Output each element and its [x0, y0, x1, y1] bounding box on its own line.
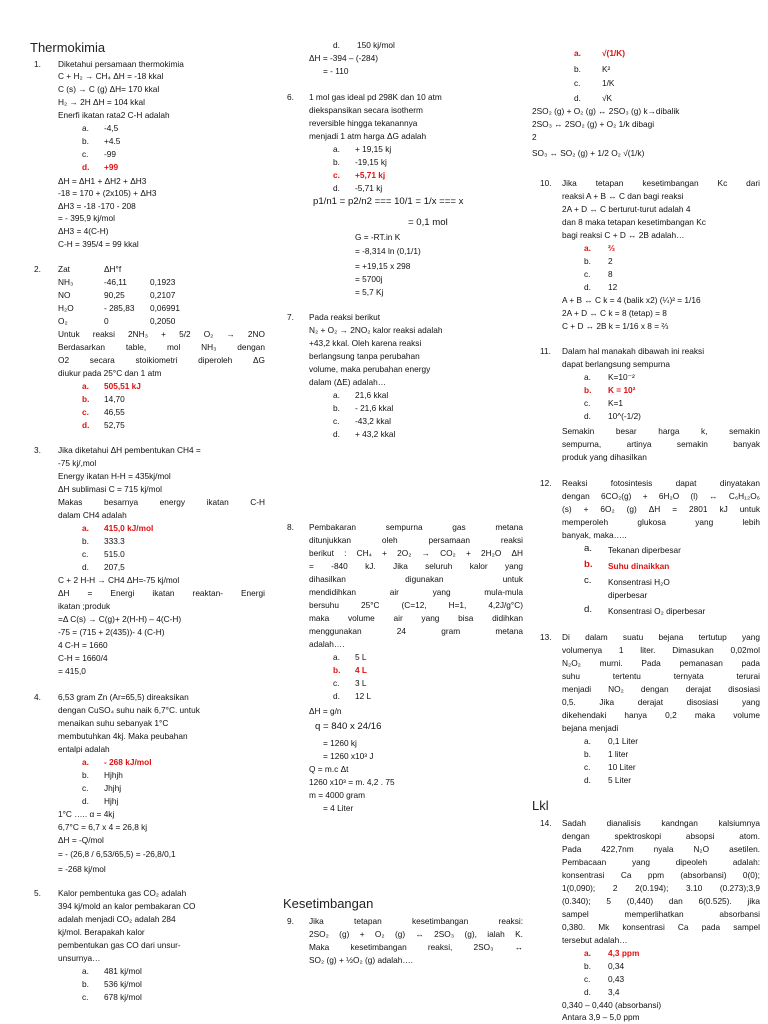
text-line: - 285,83 [104, 303, 135, 313]
text-line: 0,06991 [150, 303, 180, 313]
text-line: C + 2 H-H → CH4 ΔH=-75 kj/mol [58, 575, 180, 585]
text-line: Antara 3,9 – 5,0 ppm [562, 1012, 640, 1022]
text-line: 0,1 Liter [608, 736, 638, 746]
text-line: b. [584, 961, 591, 971]
text-line: berikut : CH₄ + 2O₂ → CO₂ + 2H₂O ΔH [309, 548, 523, 558]
text-line: 1 liter [608, 749, 629, 759]
text-line: NH₃ [58, 277, 74, 287]
text-line: d. [82, 796, 89, 806]
text-line: banyak, maka….. [562, 530, 627, 540]
text-line: dikehendaki hanya 0,2 maka volume [562, 710, 760, 720]
text-line: adalah…. [309, 639, 345, 649]
text-line: H₂O [58, 303, 74, 313]
text-line: ΔH sublimasi C = 715 kj/mol [58, 484, 162, 494]
text-line: 394 kj/mold an kalor pembakaran CO [58, 901, 196, 911]
text-line: 12 L [355, 691, 372, 701]
text-line: 505,51 kJ [104, 381, 141, 391]
text-line: Konsentrasi H₂O [608, 577, 670, 587]
text-line: 2SO₂ (g) + O₂ (g) ↔ 2SO₃ (g), ialah K. [309, 929, 523, 939]
text-line: d. [82, 562, 89, 572]
text-line: 207,5 [104, 562, 125, 572]
text-line: tersebut adalah… [562, 935, 628, 945]
text-line: d. [584, 604, 593, 615]
text-line: = - 395,9 kj/mol [58, 213, 115, 223]
text-line: b. [82, 136, 89, 146]
text-line: (0.340); 5 (0,440) dan 6(0.525). jika [562, 896, 760, 906]
text-line: Hjhjh [104, 770, 123, 780]
text-line: Energy ikatan H-H = 435kj/mol [58, 471, 171, 481]
text-line: Jika tetapan kesetimbangan Kc dari [562, 178, 760, 188]
text-line: SO₂ (g) + ½O₂ (g) adalah…. [309, 955, 413, 965]
text-line: 10 Liter [608, 762, 636, 772]
text-line: Konsentrasi O₂ diperbesar [608, 606, 706, 616]
text-line: 0,34 [608, 961, 625, 971]
text-line: 333.3 [104, 536, 125, 546]
text-line: d. [333, 429, 340, 439]
text-line: bejana menjadi [562, 723, 619, 733]
text-line: 14. [540, 818, 552, 828]
text-line: maka volume air yang bisa didihkan [309, 613, 523, 623]
text-line: 46,55 [104, 407, 125, 417]
text-line: 2 [608, 256, 613, 266]
text-line: berlangsung tanpa perubahan [309, 351, 420, 361]
text-line: 2A + D ↔ C k = 8 (tetap) = 8 [562, 308, 667, 318]
text-line: G = -RT.in K [355, 232, 401, 242]
text-line: Kalor pembentuka gas CO₂ adalah [58, 888, 187, 898]
text-line: +43,2 kkal. Oleh karena reaksi [309, 338, 422, 348]
text-line: -99 [104, 149, 116, 159]
text-line: Jika diketahui ΔH pembentukan CH4 = [58, 445, 201, 455]
text-line: Makas besarnya energy ikatan C-H [58, 497, 265, 507]
column-right [532, 0, 760, 1024]
text-line: a. [82, 523, 89, 533]
text-line: 3 L [355, 678, 367, 688]
text-line: c. [584, 269, 591, 279]
text-line: bersuhu 25°C (C=12, H=1, 4,2J/g°C) [309, 600, 523, 610]
text-line: b. [584, 385, 592, 395]
text-line: b. [82, 536, 89, 546]
text-line: c. [82, 549, 89, 559]
text-line: ditunjukkan oleh persamaan reaksi [309, 535, 523, 545]
text-line: = 5700j [355, 274, 383, 284]
text-line: 13. [540, 632, 552, 642]
text-line: Maka kesetimbangan reaksi, 2SO₃ ↔ [309, 942, 523, 952]
text-line: -75 kj/,mol [58, 458, 97, 468]
text-line: c. [584, 398, 591, 408]
text-line: (s) + 6O₂ (g) ΔH = 2801 kJ untuk [562, 504, 760, 514]
section-heading: Thermokimia [30, 40, 106, 55]
text-line: 10. [540, 178, 552, 188]
text-line: c. [584, 974, 591, 984]
text-line: d. [82, 420, 90, 430]
text-line: 3. [34, 445, 41, 455]
text-line: ΔH = -394 – (-284) [309, 53, 378, 63]
text-line: a. [584, 948, 591, 958]
text-line: C-H = 1660/4 [58, 653, 108, 663]
text-line: menaikan suhu sebanyak 1°C [58, 718, 169, 728]
text-line: kj/mol. Berapakah kalor [58, 927, 145, 937]
text-line: 5 Liter [608, 775, 632, 785]
text-line: dengan 6CO₂(g) + 6H₂O (l) ↔ C₆H₁₂O₆ [562, 491, 760, 501]
text-line: Hjhj [104, 796, 119, 806]
text-line: a. [584, 736, 591, 746]
text-line: - 268 kJ/mol [104, 757, 152, 767]
text-line: + 43,2 kkal [355, 429, 396, 439]
text-line: adalah menjadi CO₂ adalah 284 [58, 914, 176, 924]
text-line: 12 [608, 282, 618, 292]
text-line: c. [574, 78, 581, 88]
text-line: -46,11 [104, 277, 127, 287]
text-line: = - 110 [323, 66, 349, 76]
text-line: Tekanan diperbesar [608, 545, 681, 555]
text-line: b. [82, 979, 89, 989]
text-line: mendidihkan air yang mula-mula [309, 587, 523, 597]
text-line: 0,5. Jika derajat disosiasi yang [562, 697, 760, 707]
text-line: 6,7°C = 6,7 x 4 = 26,8 kj [58, 822, 148, 832]
text-line: a. [333, 144, 340, 154]
text-line: suhu tertentu ternyata terurai [562, 671, 760, 681]
text-line: dengan spektroskopi absopsi atom. [562, 831, 760, 841]
text-line: Suhu dinaikkan [608, 561, 670, 571]
text-line: konsentrasi Ca ppm (absorbansi) 0(0); [562, 870, 760, 880]
text-line: ΔH = g/n [309, 706, 342, 716]
text-line: -19,15 kj [355, 157, 387, 167]
text-line: -18 = 170 + (2x105) + ΔH3 [58, 188, 157, 198]
text-line: a. [333, 652, 340, 662]
column-left [30, 0, 265, 1024]
text-line: 2SO₂ (g) + O₂ (g) ↔ 2SO₃ (g) k→dibalik [532, 106, 680, 116]
text-line: 1/K [602, 78, 615, 88]
text-line: c. [333, 170, 340, 180]
section-heading: Lkl [532, 798, 549, 813]
text-line: A + B ↔ C k = 4 (balik x2) (¼)² = 1/16 [562, 295, 701, 305]
text-line: menjadi NO₂ dengan derajat disosiasi [562, 684, 760, 694]
text-line: c. [82, 992, 89, 1002]
text-line: Pembacaan yang dipeoleh adalah: [562, 857, 760, 867]
text-line: Enerfi ikatan rata2 C-H adalah [58, 110, 170, 120]
text-line: = - (26,8 / 6,53/65,5) = -26,8/0,1 [58, 849, 176, 859]
text-line: K = 10² [608, 385, 636, 395]
text-line: = +19,15 x 298 [355, 261, 411, 271]
text-line: 8. [287, 522, 294, 532]
text-line: 2SO₃ ↔ 2SO₂ (g) + O₂ 1/k dibagi [532, 119, 655, 129]
text-line: C + D ↔ 2B k = 1/16 x 8 = ⅔ [562, 321, 669, 331]
text-line: = 0,1 mol [408, 217, 448, 228]
text-line: 1260 x10³ = m. 4,2 . 75 [309, 777, 395, 787]
text-line: = 415,0 [58, 666, 86, 676]
text-line: 3,4 [608, 987, 620, 997]
text-line: +4.5 [104, 136, 121, 146]
text-line: c. [333, 416, 340, 426]
text-line: Sadah dianalisis kandngan kalsiumnya [562, 818, 760, 828]
text-line: C + H₂ → CH₄ ΔH = -18 kkal [58, 71, 164, 81]
text-line: sempurna, artinya semakin banyak [562, 439, 760, 449]
text-line: 1°C ….. α = 4kj [58, 809, 115, 819]
text-line: d. [584, 411, 591, 421]
text-line: ΔH = ΔH1 + ΔH2 + ΔH3 [58, 176, 147, 186]
text-line: volume, maka perubahan energy [309, 364, 431, 374]
text-line: = -268 kj/mol [58, 864, 106, 874]
text-line: Jika tetapan kesetimbangan reaksi: [309, 916, 523, 926]
text-line: b. [584, 256, 591, 266]
text-line: 415,0 kJ/mol [104, 523, 154, 533]
text-line: 1. [34, 59, 41, 69]
text-line: Semakin besar harga k, semakin [562, 426, 760, 436]
text-line: a. [82, 966, 89, 976]
text-line: 21,6 kkal [355, 390, 389, 400]
text-line: a. [82, 757, 89, 767]
text-line: 6. [287, 92, 294, 102]
text-line: b. [333, 665, 341, 675]
text-line: ⅔ [608, 243, 615, 253]
text-line: dalam (ΔE) adalah… [309, 377, 387, 387]
text-line: O2 secara stoikiometri diperoleh ΔG [58, 355, 265, 365]
text-line: = 5,7 Kj [355, 287, 384, 297]
text-line: menjadi 1 atm harga ΔG adalah [309, 131, 427, 141]
text-line: Diketahui persamaan thermokimia [58, 59, 184, 69]
text-line: 2A + D ↔ C berturut-turut adalah 4 [562, 204, 691, 214]
text-line: 7. [287, 312, 294, 322]
text-line: a. [574, 48, 581, 58]
text-line: b. [584, 559, 593, 570]
text-line: 1 mol gas ideal pd 298K dan 10 atm [309, 92, 442, 102]
text-line: a. [82, 123, 89, 133]
text-line: Pada reaksi berikut [309, 312, 381, 322]
text-line: 4 C-H = 1660 [58, 640, 108, 650]
text-line: - 21,6 kkal [355, 403, 394, 413]
text-line: -4,5 [104, 123, 119, 133]
text-line: ikatan ;produk [58, 601, 111, 611]
text-line: ΔH = Energi ikatan reaktan- Energi [58, 588, 265, 598]
text-line: b. [333, 157, 340, 167]
text-line: dapat berlangsung sempurna [562, 359, 670, 369]
text-line: Dalam hal manakah dibawah ini reaksi [562, 346, 705, 356]
text-line: 0 [104, 316, 109, 326]
text-line: = 1260 kj [323, 738, 357, 748]
text-line: Reaksi fotosintesis dapat dinyatakan [562, 478, 760, 488]
text-line: 4 L [355, 665, 367, 675]
text-line: -43,2 kkal [355, 416, 391, 426]
text-line: 2. [34, 264, 41, 274]
text-line: m = 4000 gram [309, 790, 366, 800]
text-line: reversible hingga tekanannya [309, 118, 418, 128]
text-line: Pada 422,7nm nyala N₂O asetilen. [562, 844, 760, 854]
text-line: 515.0 [104, 549, 125, 559]
text-line: ΔH = -Q/mol [58, 835, 104, 845]
text-line: d. [333, 691, 340, 701]
text-line: a. [584, 243, 591, 253]
text-line: 0,2107 [150, 290, 176, 300]
text-line: 11. [540, 346, 551, 356]
text-line: dalam CH4 adalah [58, 510, 127, 520]
text-line: d. [574, 93, 581, 103]
text-line: SO₃ ↔ SO₂ (g) + 1/2 O₂ √(1/k) [532, 148, 645, 158]
text-line: 0,380. Mk konsentrasi Ca pada sampel [562, 922, 760, 932]
text-line: = -840 kJ. Jika seluruh kalor yang [309, 561, 523, 571]
text-line: b. [584, 749, 591, 759]
text-line: 678 kj/mol [104, 992, 142, 1002]
text-line: memperoleh glukosa yang lebih [562, 517, 760, 527]
text-line: a. [584, 372, 591, 382]
section-heading: Kesetimbangan [283, 896, 374, 911]
text-line: = 1260 x10³ J [323, 751, 374, 761]
text-line: d. [333, 40, 340, 50]
text-line: 8 [608, 269, 613, 279]
text-line: ΔH3 = 4(C-H) [58, 226, 109, 236]
text-line: 6,53 gram Zn (Ar=65,5) direaksikan [58, 692, 189, 702]
text-line: c. [333, 678, 340, 688]
text-line: 4,3 ppm [608, 948, 640, 958]
text-line: N₂O₂ murni. Pada pemanasan pada [562, 658, 760, 668]
text-line: reaksi A + B ↔ C dan bagi reaksi [562, 191, 684, 201]
text-line: dengan CuSO₄ suhu naik 6,7°C. untuk [58, 705, 200, 715]
text-line: + 19,15 kj [355, 144, 392, 154]
text-line: d. [584, 775, 591, 785]
text-line: 1(0,090); 2 2(0.194); 3.10 (0.273);3,9 [562, 883, 760, 893]
text-line: Zat [58, 264, 70, 274]
text-line: Berdasarkan table, mol NH₃ dengan [58, 342, 265, 352]
text-line: +5,71 kj [355, 170, 386, 180]
text-line: 52,75 [104, 420, 125, 430]
text-line: Di dalam suatu bejana tertutup yang [562, 632, 760, 642]
text-line: 0,2050 [150, 316, 176, 326]
text-line: +99 [104, 162, 119, 172]
text-line: ΔH3 = -18 -170 - 208 [58, 201, 136, 211]
text-line: bagi reaksi C + D ↔ 2B adalah… [562, 230, 685, 240]
text-line: volumenya 1 liter. Dimasukan 0,02mol [562, 645, 760, 655]
text-line: c. [584, 762, 591, 772]
text-line: O₂ [58, 316, 68, 326]
text-line: =Δ C(s) → C(g)+ 2(H-H) – 4(C-H) [58, 614, 182, 624]
text-line: K=10⁻² [608, 372, 635, 382]
text-line: dihasilkan digunakan untuk [309, 574, 523, 584]
text-line: c. [82, 407, 89, 417]
text-line: Pembakaran sempurna gas metana [309, 522, 523, 532]
text-line: a. [82, 381, 89, 391]
text-line: d. [82, 162, 90, 172]
text-line: 5 L [355, 652, 367, 662]
text-line: 536 kj/mol [104, 979, 142, 989]
text-line: C (s) → C (g) ΔH= 170 kkal [58, 84, 160, 94]
text-line: c. [82, 149, 89, 159]
text-line: diukur pada 25°C dan 1 atm [58, 368, 162, 378]
text-line: K=1 [608, 398, 623, 408]
text-line: Untuk reaksi 2NH₃ + 5/2 O₂ → 2NO [58, 329, 265, 339]
text-line: K² [602, 64, 611, 74]
text-line: -5,71 kj [355, 183, 383, 193]
text-line: d. [333, 183, 340, 193]
text-line: 14,70 [104, 394, 125, 404]
text-line: = 4 Liter [323, 803, 354, 813]
text-line: d. [584, 987, 591, 997]
text-line: 0,340 – 0,440 (absorbansi) [562, 1000, 662, 1010]
text-line: menggunakan 24 gram metana [309, 626, 523, 636]
text-line: a. [333, 390, 340, 400]
text-line: 10^(-1/2) [608, 411, 641, 421]
text-line: = -8,314 ln (0,1/1) [355, 246, 421, 256]
text-line: entalpi adalah [58, 744, 110, 754]
column-middle [283, 0, 523, 1024]
text-line: 2 [532, 132, 537, 142]
text-line: H₂ → 2H ΔH = 104 kkal [58, 97, 145, 107]
text-line: 5. [34, 888, 41, 898]
text-line: √(1/K) [602, 48, 625, 58]
text-line: diperbesar [608, 590, 648, 600]
text-line: b. [333, 403, 340, 413]
text-line: diekspansikan secara isotherm [309, 105, 423, 115]
text-line: pembentukan gas CO dari unsur- [58, 940, 181, 950]
text-line: sampel memperlihatkan absorbansi [562, 909, 760, 919]
text-line: unsurnya… [58, 953, 101, 963]
text-line: 481 kj/mol [104, 966, 142, 976]
text-line: produk yang dihasilkan [562, 452, 647, 462]
text-line: ΔH°f [104, 264, 122, 274]
text-line: 12. [540, 478, 552, 488]
text-line: membutuhkan 4kj. Maka peubahan [58, 731, 188, 741]
text-line: b. [82, 770, 89, 780]
text-line: q = 840 x 24/16 [315, 721, 382, 732]
text-line: -75 = (715 + 2(435))- 4 (C-H) [58, 627, 165, 637]
text-line: NO [58, 290, 71, 300]
text-line: dan 8 maka tetapan kesetimbangan Kc [562, 217, 706, 227]
text-line: p1/n1 = p2/n2 === 10/1 = 1/x === x [313, 196, 464, 207]
text-line: b. [82, 394, 90, 404]
text-line: 150 kj/mol [357, 40, 395, 50]
text-line: C-H = 395/4 = 99 kkal [58, 239, 139, 249]
text-line: 4. [34, 692, 41, 702]
text-line: b. [574, 64, 581, 74]
text-line: N₂ + O₂ → 2NO₂ kalor reaksi adalah [309, 325, 443, 335]
text-line: d. [584, 282, 591, 292]
text-line: c. [584, 575, 592, 586]
text-line: Jhjhj [104, 783, 122, 793]
text-line: 0,1923 [150, 277, 176, 287]
text-line: 90,25 [104, 290, 125, 300]
text-line: √K [602, 93, 613, 103]
text-line: Q = m.c Δt [309, 764, 349, 774]
text-line: c. [82, 783, 89, 793]
text-line: 0,43 [608, 974, 625, 984]
text-line: 9. [287, 916, 294, 926]
text-line: a. [584, 543, 593, 554]
